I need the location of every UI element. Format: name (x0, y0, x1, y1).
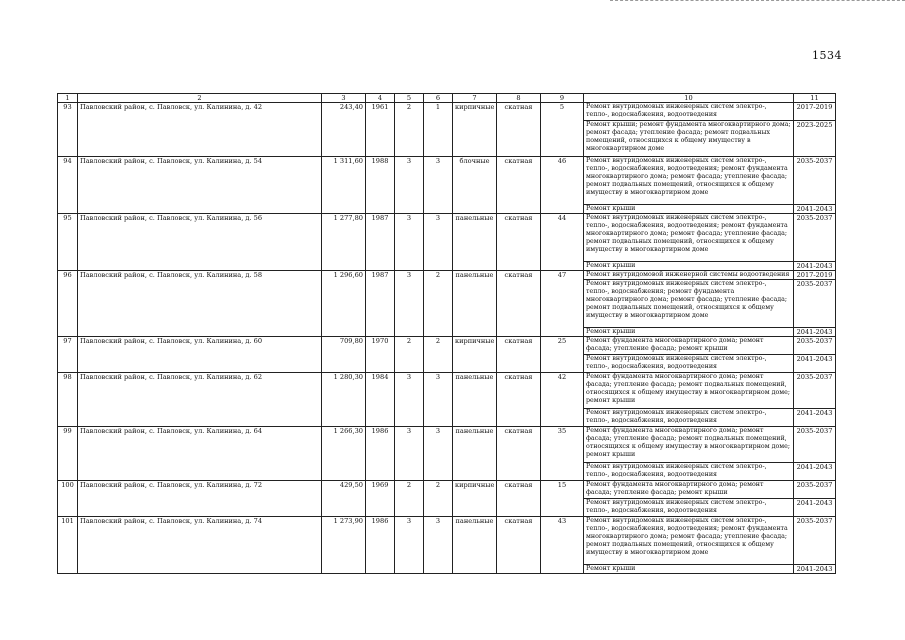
repair-period: 2041-2043 (794, 565, 836, 574)
repair-work-description: Ремонт внутридомовых инженерных систем электро-, тепло-, водоснабжения, водоотведения (584, 499, 794, 517)
repair-work-description: Ремонт крыши (584, 565, 794, 574)
page-number: 1534 (812, 49, 842, 62)
repair-work-description: Ремонт внутридомовых инженерных систем электро-, тепло-, водоснабжения, водоотведения (584, 103, 794, 121)
scan-top-edge-marks (610, 0, 905, 4)
col-header: 8 (497, 94, 541, 103)
house-wall-material: блочные (453, 157, 497, 214)
house-number: 94 (58, 157, 78, 214)
house-area: 243,40 (322, 103, 366, 157)
repair-work-description: Ремонт фундамента многоквартирного дома; ремонт фасада; утепление фасада; ремонт подвальных помещений, относящихся к общему имуществу в многоквартирном доме; ремонт крыши (584, 373, 794, 409)
house-floors: 3 (395, 157, 424, 214)
table-row (58, 427, 836, 463)
col-header: 6 (424, 94, 453, 103)
repair-period: 2017-2019 (794, 103, 836, 121)
house-floors: 2 (395, 103, 424, 157)
house-roof-type: скатная (497, 481, 541, 517)
col-header: 9 (541, 94, 584, 103)
house-wall-material: кирпичные (453, 337, 497, 373)
repair-work-description: Ремонт фундамента многоквартирного дома; ремонт фасада; утепление фасада; ремонт крыши (584, 481, 794, 499)
repair-period: 2041-2043 (794, 499, 836, 517)
house-entrances: 2 (424, 337, 453, 373)
house-year: 1970 (366, 337, 395, 373)
repair-work-description: Ремонт крыши (584, 328, 794, 337)
house-address: Павловский район, с. Павловск, ул. Калинина, д. 74 (78, 517, 322, 574)
house-area: 1 280,30 (322, 373, 366, 427)
table-row (58, 214, 836, 262)
house-address: Павловский район, с. Павловск, ул. Калинина, д. 54 (78, 157, 322, 214)
house-area: 1 296,60 (322, 271, 366, 337)
house-roof-type: скатная (497, 157, 541, 214)
house-address: Павловский район, с. Павловск, ул. Калинина, д. 72 (78, 481, 322, 517)
house-address: Павловский район, с. Павловск, ул. Калинина, д. 62 (78, 373, 322, 427)
house-address: Павловский район, с. Павловск, ул. Калинина, д. 42 (78, 103, 322, 157)
repair-work-description: Ремонт внутридомовых инженерных систем электро-, тепло-, водоснабжения, водоотведения; ремонт фундамента многоквартирного дома; ремонт фасада; утепление фасада; ремонт подвальных помещений, относящихся к общему имуществу в многоквартирном доме (584, 517, 794, 565)
repair-work-description: Ремонт внутридомовых инженерных систем электро-, тепло-, водоснабжения, водоотведения (584, 463, 794, 481)
house-entrances: 2 (424, 481, 453, 517)
col-header: 7 (453, 94, 497, 103)
table-row (58, 337, 836, 355)
repair-period: 2035-2037 (794, 214, 836, 262)
house-wall-material: кирпичные (453, 103, 497, 157)
house-address: Павловский район, с. Павловск, ул. Калинина, д. 56 (78, 214, 322, 271)
house-residents: 25 (541, 337, 584, 373)
repair-period: 2035-2037 (794, 517, 836, 565)
house-number: 93 (58, 103, 78, 157)
repair-period: 2041-2043 (794, 262, 836, 271)
house-entrances: 3 (424, 427, 453, 481)
house-area: 1 277,80 (322, 214, 366, 271)
house-address: Павловский район, с. Павловск, ул. Калинина, д. 64 (78, 427, 322, 481)
table-row (58, 271, 836, 280)
repair-period: 2035-2037 (794, 337, 836, 355)
repair-period: 2041-2043 (794, 205, 836, 214)
house-year: 1987 (366, 271, 395, 337)
repair-period: 2035-2037 (794, 427, 836, 463)
house-residents: 42 (541, 373, 584, 427)
house-floors: 3 (395, 427, 424, 481)
house-area: 429,50 (322, 481, 366, 517)
house-wall-material: панельные (453, 427, 497, 481)
repair-period: 2035-2037 (794, 280, 836, 328)
house-wall-material: панельные (453, 517, 497, 574)
housing-register-body (58, 103, 836, 574)
repair-work-description: Ремонт внутридомовой инженерной системы водоотведения (584, 271, 794, 280)
house-floors: 3 (395, 271, 424, 337)
repair-work-description: Ремонт внутридомовых инженерных систем электро-, тепло-, водоснабжения, водоотведения; ремонт фундамента многоквартирного дома; ремонт фасада; утепление фасада; ремонт подвальных помещений, относящихся к общему имуществу в многоквартирном доме (584, 214, 794, 262)
house-roof-type: скатная (497, 517, 541, 574)
house-year: 1988 (366, 157, 395, 214)
repair-work-description: Ремонт фундамента многоквартирного дома; ремонт фасада; утепление фасада; ремонт подвальных помещений, относящихся к общему имуществу в многоквартирном доме; ремонт крыши (584, 427, 794, 463)
repair-period: 2035-2037 (794, 157, 836, 205)
housing-register-table (57, 93, 836, 574)
house-residents: 35 (541, 427, 584, 481)
house-number: 99 (58, 427, 78, 481)
house-entrances: 3 (424, 214, 453, 271)
house-area: 1 266,30 (322, 427, 366, 481)
repair-period: 2023-2025 (794, 121, 836, 157)
house-entrances: 3 (424, 517, 453, 574)
repair-work-description: Ремонт внутридомовых инженерных систем электро-, тепло-, водоснабжения, водоотведения (584, 355, 794, 373)
house-number: 100 (58, 481, 78, 517)
house-year: 1986 (366, 517, 395, 574)
column-number-header-row (58, 94, 836, 103)
house-roof-type: скатная (497, 103, 541, 157)
house-area: 1 311,60 (322, 157, 366, 214)
house-entrances: 3 (424, 157, 453, 214)
repair-work-description: Ремонт внутридомовых инженерных систем электро-, тепло-, водоснабжения, водоотведения (584, 409, 794, 427)
house-roof-type: скатная (497, 337, 541, 373)
table-row (58, 481, 836, 499)
repair-work-description: Ремонт внутридомовых инженерных систем электро-, тепло-, водоснабжения, водоотведения; ремонт фундамента многоквартирного дома; ремонт фасада; утепление фасада; ремонт подвальных помещений, относящихся к общему имуществу в многоквартирном доме (584, 157, 794, 205)
col-header: 10 (584, 94, 794, 103)
house-number: 101 (58, 517, 78, 574)
house-residents: 5 (541, 103, 584, 157)
house-address: Павловский район, с. Павловск, ул. Калинина, д. 58 (78, 271, 322, 337)
house-residents: 43 (541, 517, 584, 574)
table-row (58, 373, 836, 409)
house-roof-type: скатная (497, 373, 541, 427)
col-header: 2 (78, 94, 322, 103)
repair-period: 2017-2019 (794, 271, 836, 280)
house-roof-type: скатная (497, 271, 541, 337)
repair-work-description: Ремонт крыши; ремонт фундамента многоквартирного дома; ремонт фасада; утепление фасада; ремонт подвальных помещений, относящихся к общему имуществу в многоквартирном доме (584, 121, 794, 157)
house-year: 1986 (366, 427, 395, 481)
house-floors: 3 (395, 373, 424, 427)
table-row (58, 517, 836, 565)
repair-period: 2041-2043 (794, 328, 836, 337)
house-wall-material: панельные (453, 373, 497, 427)
house-year: 1987 (366, 214, 395, 271)
repair-work-description: Ремонт крыши (584, 205, 794, 214)
house-floors: 3 (395, 517, 424, 574)
house-year: 1984 (366, 373, 395, 427)
house-residents: 46 (541, 157, 584, 214)
repair-work-description: Ремонт фундамента многоквартирного дома; ремонт фасада; утепление фасада; ремонт крыши (584, 337, 794, 355)
col-header: 3 (322, 94, 366, 103)
house-roof-type: скатная (497, 427, 541, 481)
col-header: 4 (366, 94, 395, 103)
house-address: Павловский район, с. Павловск, ул. Калинина, д. 60 (78, 337, 322, 373)
house-number: 95 (58, 214, 78, 271)
repair-work-description: Ремонт внутридомовых инженерных систем электро-, тепло-, водоснабжения; ремонт фундамента многоквартирного дома; ремонт фасада; утепление фасада; ремонт подвальных помещений, относящихся к общему имуществу в многоквартирном доме (584, 280, 794, 328)
house-floors: 2 (395, 481, 424, 517)
repair-period: 2035-2037 (794, 481, 836, 499)
house-residents: 47 (541, 271, 584, 337)
house-floors: 2 (395, 337, 424, 373)
col-header: 1 (58, 94, 78, 103)
house-area: 1 273,90 (322, 517, 366, 574)
col-header: 5 (395, 94, 424, 103)
house-number: 96 (58, 271, 78, 337)
house-area: 709,80 (322, 337, 366, 373)
table-row (58, 157, 836, 205)
repair-period: 2041-2043 (794, 409, 836, 427)
house-wall-material: панельные (453, 271, 497, 337)
house-residents: 15 (541, 481, 584, 517)
repair-period: 2035-2037 (794, 373, 836, 409)
repair-work-description: Ремонт крыши (584, 262, 794, 271)
house-wall-material: кирпичные (453, 481, 497, 517)
repair-period: 2041-2043 (794, 463, 836, 481)
col-header: 11 (794, 94, 836, 103)
house-entrances: 2 (424, 271, 453, 337)
house-entrances: 1 (424, 103, 453, 157)
house-number: 97 (58, 337, 78, 373)
house-number: 98 (58, 373, 78, 427)
house-wall-material: панельные (453, 214, 497, 271)
house-year: 1969 (366, 481, 395, 517)
table-row (58, 103, 836, 121)
house-floors: 3 (395, 214, 424, 271)
repair-period: 2041-2043 (794, 355, 836, 373)
house-year: 1961 (366, 103, 395, 157)
house-roof-type: скатная (497, 214, 541, 271)
house-residents: 44 (541, 214, 584, 271)
house-entrances: 3 (424, 373, 453, 427)
